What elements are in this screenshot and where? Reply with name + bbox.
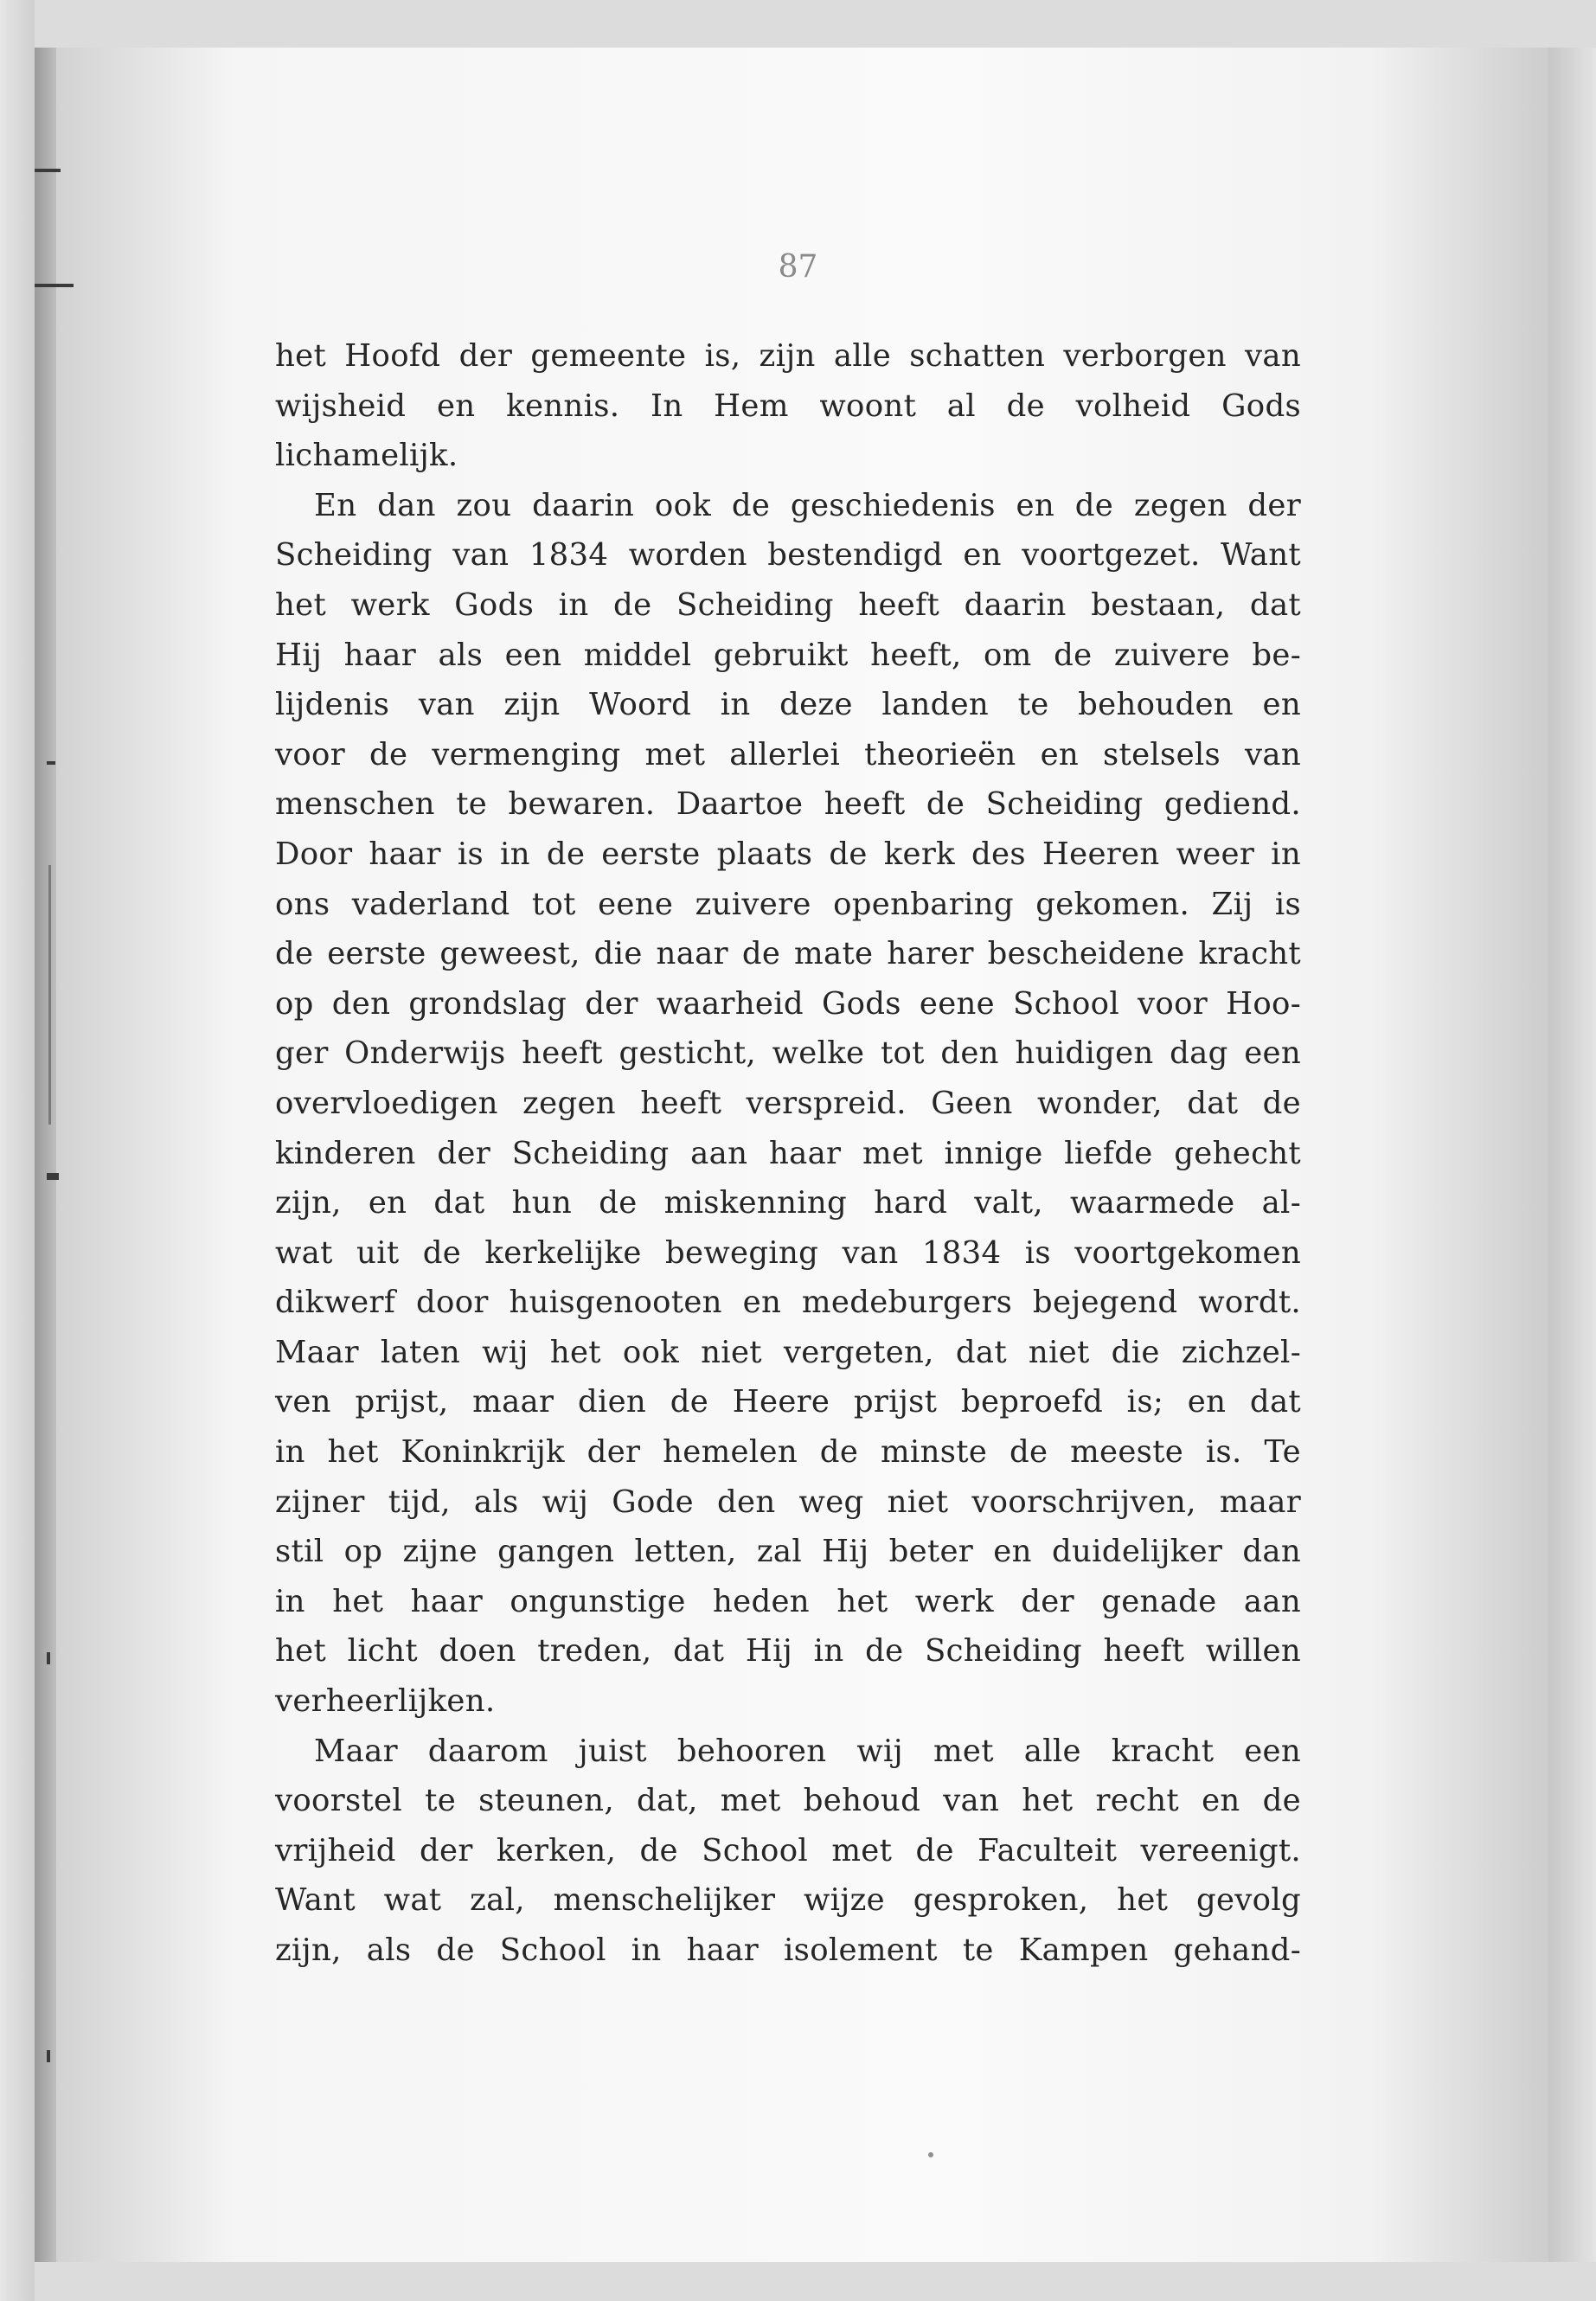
text-line: zijn, als de School in haar isolement te Kampen gehand- — [275, 1932, 1301, 1968]
text-line: kinderen der Scheiding aan haar met innige liefde gehecht — [275, 1135, 1301, 1171]
text-line: Want wat zal, menschelijker wijze gesproken, het gevolg — [275, 1882, 1301, 1919]
text-line: voorstel te steunen, dat, met behoud van het recht en de — [275, 1783, 1301, 1819]
ink-speck — [928, 2152, 933, 2157]
text-line: voor de vermenging met allerlei theorieën en stelsels van — [275, 736, 1301, 772]
binding-mark — [48, 865, 51, 1125]
text-line: de eerste geweest, die naar de mate harer bescheidene kracht — [275, 936, 1301, 972]
text-line: het licht doen treden, dat Hij in de Scheiding heeft willen — [275, 1633, 1301, 1670]
page-number: 87 — [778, 249, 818, 285]
text-line: overvloedigen zegen heeft verspreid. Geen wonder, dat de — [275, 1085, 1301, 1121]
scan-outer-margin — [0, 0, 35, 2301]
text-line: Maar laten wij het ook niet vergeten, dat niet die zichzel- — [275, 1334, 1301, 1370]
page-right-edge — [1548, 48, 1596, 2262]
text-line: menschen te bewaren. Daartoe heeft de Scheiding gediend. — [275, 786, 1301, 823]
text-line: Scheiding van 1834 worden bestendigd en voortgezet. Want — [275, 537, 1301, 574]
text-line: Maar daarom juist behooren wij met alle kracht een — [314, 1733, 1301, 1769]
text-line: lijdenis van zijn Woord in deze landen te behouden en — [275, 687, 1301, 723]
binding-mark — [47, 1173, 59, 1180]
text-line: wijsheid en kennis. In Hem woont al de volheid Gods — [275, 388, 1301, 424]
binding-mark — [35, 169, 61, 172]
text-line: ven prijst, maar dien de Heere prijst beproefd is; en dat — [275, 1384, 1301, 1420]
text-line: wat uit de kerkelijke beweging van 1834 is voortgekomen — [275, 1234, 1301, 1271]
body-text — [275, 331, 1301, 1976]
text-line: dikwerf door huisgenooten en medeburgers bejegend wordt. — [275, 1285, 1301, 1321]
text-line: lichamelijk. — [275, 438, 458, 474]
text-line: ons vaderland tot eene zuivere openbaring gekomen. Zij is — [275, 886, 1301, 922]
text-line: vrijheid der kerken, de School met de Faculteit vereenigt. — [275, 1832, 1301, 1868]
text-line: Door haar is in de eerste plaats de kerk des Heeren weer in — [275, 836, 1301, 872]
text-line: in het Koninkrijk der hemelen de minste de meeste is. Te — [275, 1434, 1301, 1471]
text-line: in het haar ongunstige heden het werk der genade aan — [275, 1583, 1301, 1619]
binding-mark — [47, 1652, 50, 1664]
text-line: het Hoofd der gemeente is, zijn alle schatten verborgen van — [275, 338, 1301, 374]
text-line: Hij haar als een middel gebruikt heeft, om de zuivere be- — [275, 637, 1301, 673]
text-line: ger Onderwijs heeft gesticht, welke tot den huidigen dag een — [275, 1035, 1301, 1072]
text-line: zijner tijd, als wij Gode den weg niet voorschrijven, maar — [275, 1484, 1301, 1520]
text-line: het werk Gods in de Scheiding heeft daarin bestaan, dat — [275, 586, 1301, 623]
text-line: zijn, en dat hun de miskenning hard valt, waarmede al- — [275, 1185, 1301, 1221]
binding-mark — [47, 761, 55, 765]
text-line: verheerlijken. — [275, 1683, 496, 1720]
text-line: stil op zijne gangen letten, zal Hij beter en duidelijker dan — [275, 1534, 1301, 1570]
binding-mark — [47, 2050, 50, 2062]
text-line: En dan zou daarin ook de geschiedenis en de zegen der — [314, 487, 1301, 523]
text-line: op den grondslag der waarheid Gods eene School voor Hoo- — [275, 985, 1301, 1022]
